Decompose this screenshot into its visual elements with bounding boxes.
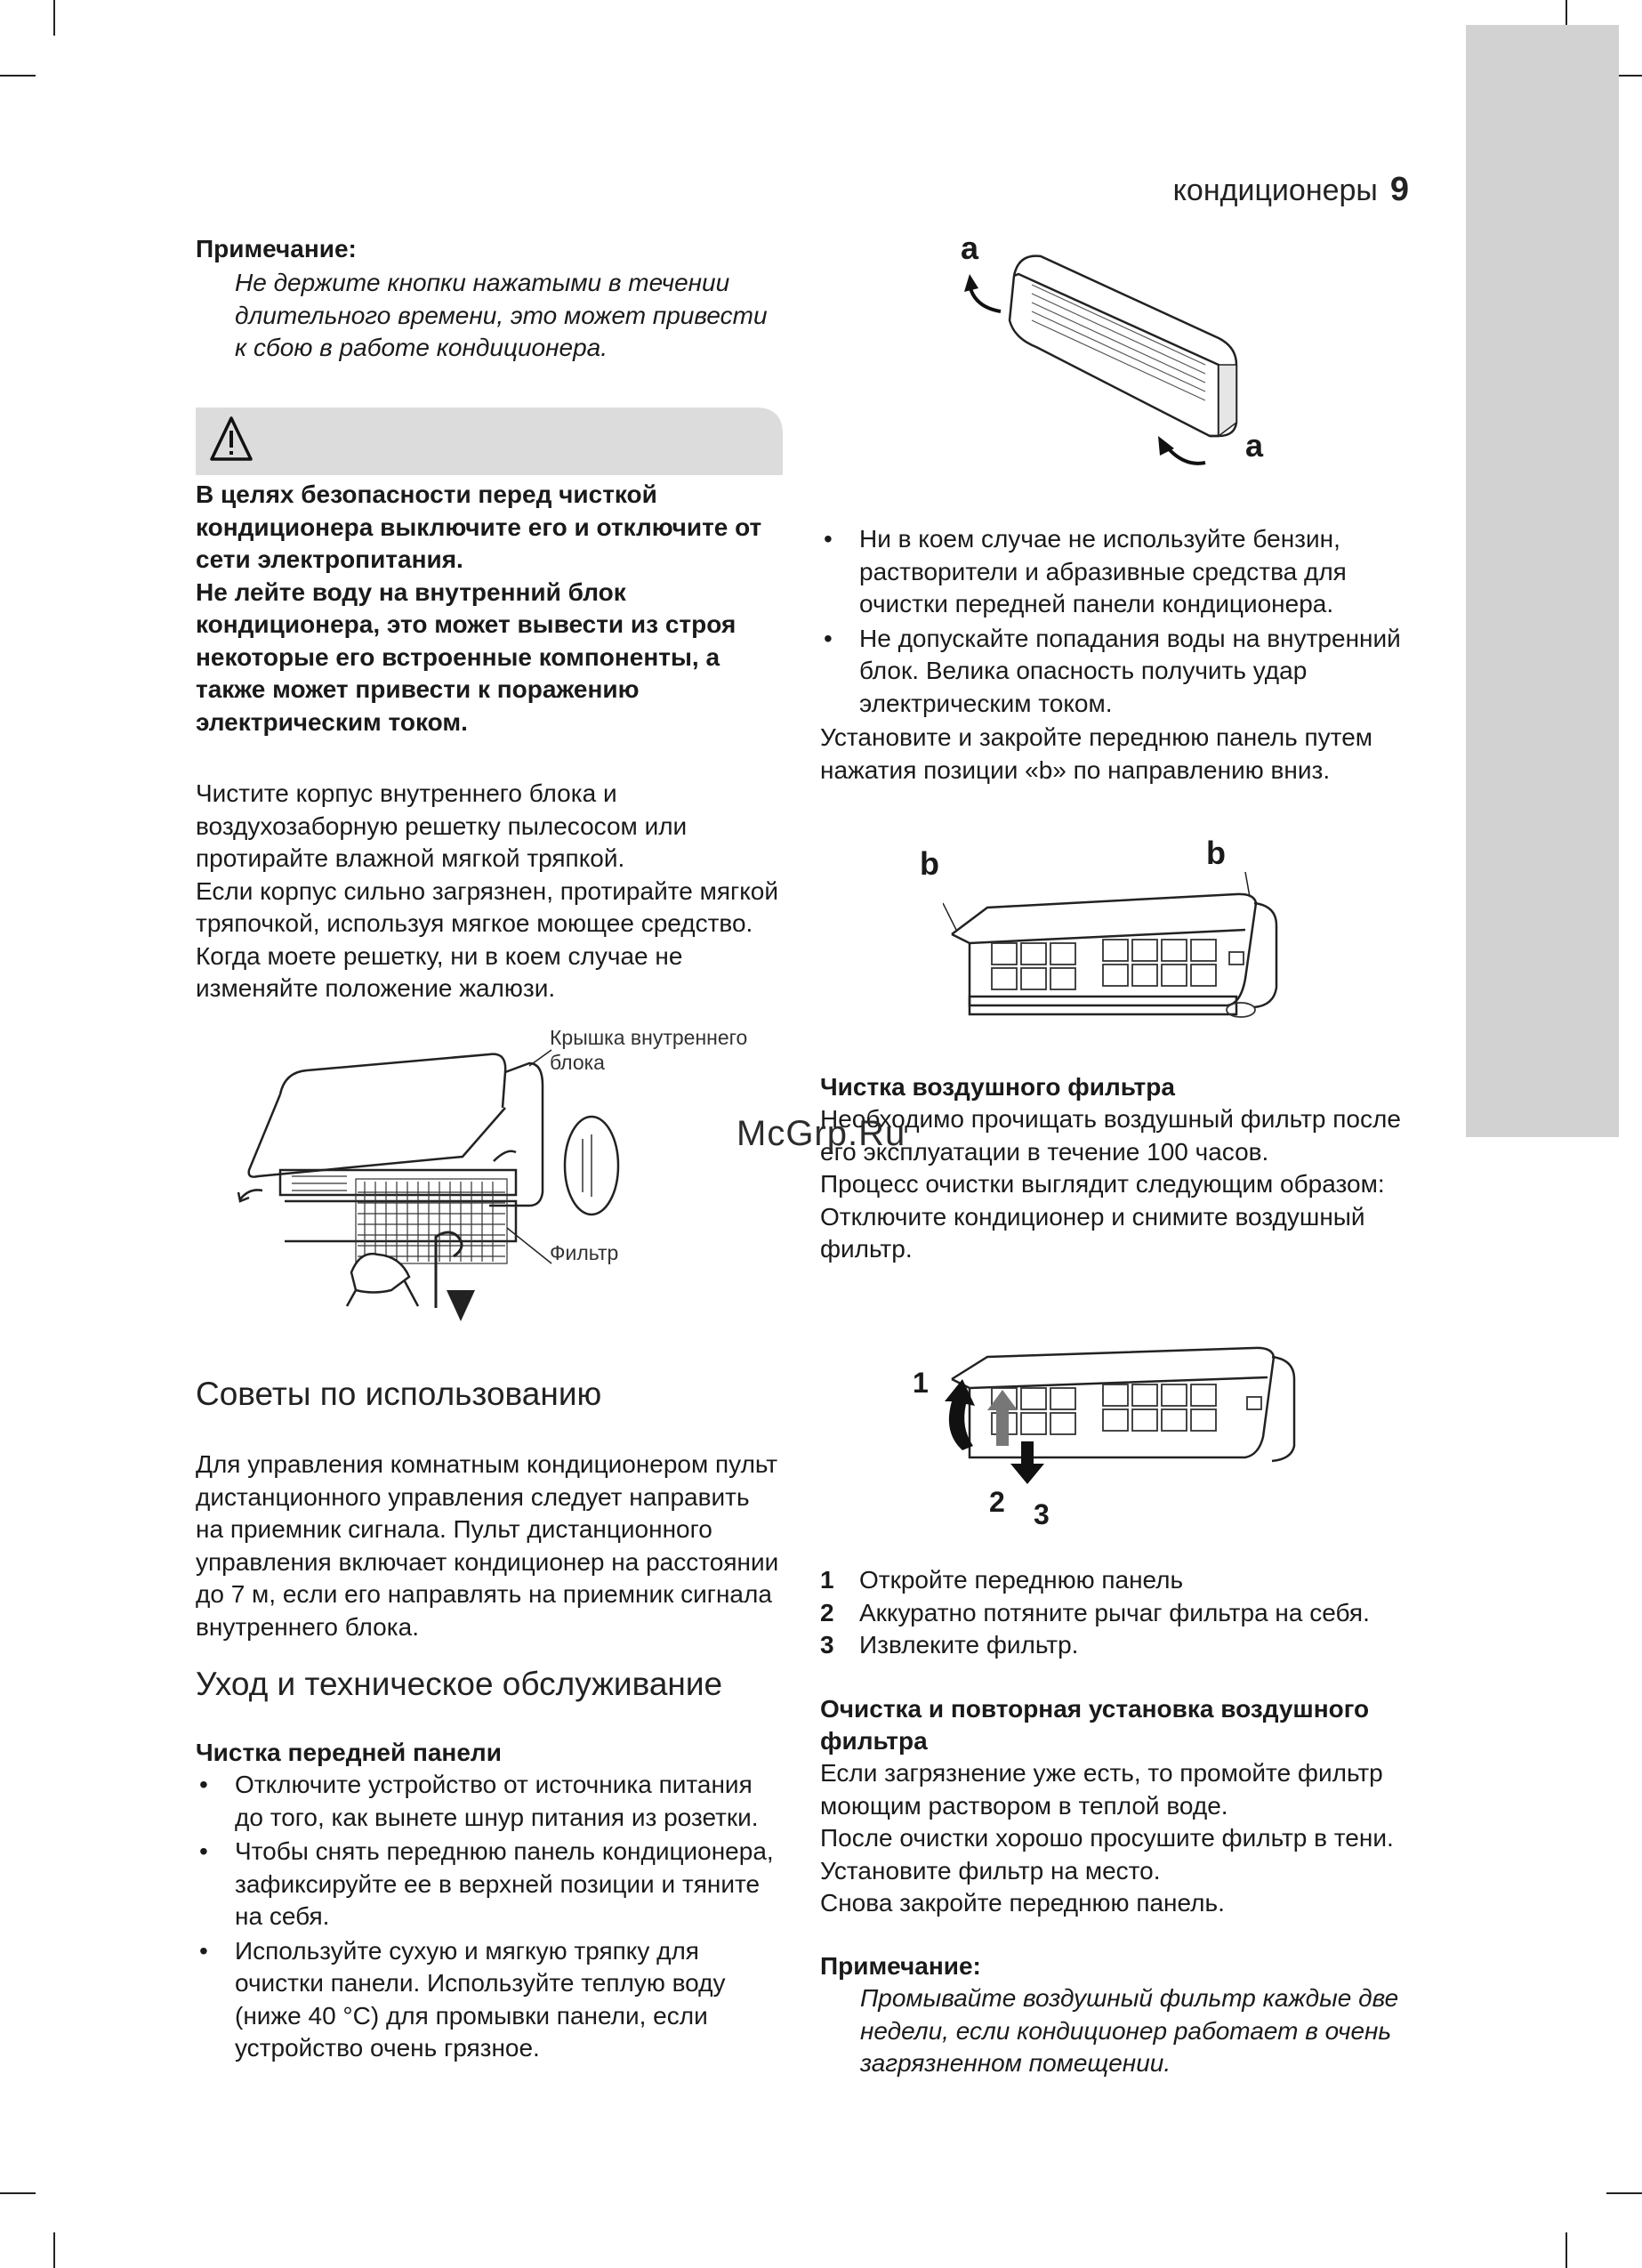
- label-filter: Фильтр: [550, 1241, 619, 1264]
- label-cover: Крышка внутреннего блока: [550, 1026, 748, 1074]
- note-heading: Примечание:: [196, 235, 357, 262]
- list-item: • Используйте сухую и мягкую тряпку для очистки панели. Используйте теплую воду (ниже 40 °C) для промывки панели, если устройство очень грязное.: [196, 1935, 783, 2065]
- air-filter-heading: Чистка воздушного фильтра: [820, 1073, 1175, 1101]
- air-filter-p1: Необходимо прочищать воздушный фильтр после его эксплуатации в течение 100 часов.: [820, 1105, 1401, 1166]
- warning-text: [196, 479, 783, 739]
- figure-b: [943, 854, 1299, 1032]
- right-bullet-list: [820, 523, 1416, 720]
- front-panel-heading: Чистка передней панели: [196, 1739, 502, 1766]
- note-text: Промывайте воздушный фильтр каждые две недели, если кондиционер работает в очень загрязненном помещении.: [860, 1984, 1399, 2077]
- air-filter-section: [820, 1071, 1416, 1266]
- list-item: • Отключите устройство от источника питания до того, как вынете шнур питания из розетки.: [196, 1769, 783, 1834]
- right-bullets: [820, 523, 1416, 787]
- crop-mark: [0, 2192, 36, 2194]
- crop-mark: [53, 0, 55, 36]
- warning-text-1: В целях безопасности перед чисткой кондиционера выключите его и отключите от сети электропитания.: [196, 480, 762, 573]
- cleaning-intro: [196, 778, 783, 1005]
- note-text: Не держите кнопки нажатыми в течении длительного времени, это может привести к сбою в работе кондиционера.: [235, 269, 768, 361]
- crop-mark: [53, 2232, 55, 2268]
- figure-step-1: 1: [913, 1367, 929, 1399]
- reinstall-p1: Если загрязнение уже есть, то промойте фильтр моющим раствором в теплой воде.: [820, 1759, 1383, 1820]
- note-heading: Примечание:: [820, 1952, 981, 1980]
- step-text: Откройте переднюю панель: [859, 1566, 1184, 1594]
- step-text: Аккуратно потяните рычаг фильтра на себя.: [859, 1598, 1370, 1626]
- crop-mark: [1606, 2192, 1642, 2194]
- step-number: 1: [820, 1566, 834, 1594]
- air-filter-p3: Отключите кондиционер и снимите воздушный фильтр.: [820, 1202, 1365, 1263]
- figure-a: [952, 222, 1272, 480]
- step-text: Извлеките фильтр.: [859, 1631, 1079, 1659]
- list-item: [820, 1564, 1416, 1597]
- figure-steps: [916, 1335, 1308, 1513]
- steps-section: [820, 1564, 1416, 1662]
- cleaning-intro-p2: Если корпус сильно загрязнен, протирайте мягкой тряпочкой, используя мягкое моющее средство. Когда моете решетку, ни в коем случае не изменяйте положение жалюзи.: [196, 876, 778, 1002]
- figure-a-label-top: a: [961, 230, 979, 266]
- crop-mark: [0, 75, 36, 77]
- list-item: [820, 1597, 1416, 1630]
- reinstall-p3: Снова закройте переднюю панель.: [820, 1889, 1225, 1917]
- warning-banner: [196, 408, 783, 475]
- steps-list: [820, 1564, 1416, 1662]
- care-section: [196, 1666, 783, 2067]
- step-number: 3: [820, 1631, 834, 1659]
- list-item: [820, 1629, 1416, 1662]
- figure-a-label-bottom: a: [1245, 427, 1264, 464]
- page-number: 9: [1389, 171, 1409, 208]
- page-header: [1173, 171, 1409, 209]
- reinstall-section: [820, 1693, 1416, 1920]
- figure-step-2: 2: [989, 1486, 1005, 1518]
- front-panel-list: [196, 1769, 783, 2065]
- list-item: • Чтобы снять переднюю панель кондиционера, зафиксируйте ее в верхней позиции и тяните на себя.: [196, 1836, 783, 1933]
- step-number: 2: [820, 1598, 834, 1626]
- figure-b-label-left: b: [920, 845, 939, 882]
- tips-title: Советы по использованию: [196, 1376, 602, 1412]
- reinstall-heading: Очистка и повторная установка воздушного фильтра: [820, 1695, 1370, 1755]
- list-item: • Ни в коем случае не используйте бензин, растворители и абразивные средства для очистки передней панели кондиционера.: [820, 523, 1416, 621]
- warning-banner-bg: [196, 408, 783, 475]
- tips-section: [196, 1376, 783, 1643]
- air-filter-p2: Процесс очистки выглядит следующим образом:: [820, 1170, 1385, 1198]
- header-title: кондиционеры: [1172, 174, 1378, 207]
- care-title: Уход и техническое обслуживание: [196, 1666, 723, 1702]
- cleaning-intro-p1: Чистите корпус внутреннего блока и воздухозаборную решетку пылесосом или протирайте влажной мягкой тряпкой.: [196, 779, 688, 872]
- crop-mark: [1566, 2232, 1567, 2268]
- note-1: [196, 233, 783, 365]
- sidebar-tab: [1466, 25, 1619, 1137]
- tips-text: Для управления комнатным кондиционером пульт дистанционного управления следует направить на приемник сигнала. Пульт дистанционного управления включает кондиционер на расстоянии до 7 м, если его направлять на приемник сигнала внутреннего блока.: [196, 1450, 779, 1641]
- watermark: McGrp.Ru: [736, 1114, 906, 1153]
- figure-b-label-right: b: [1206, 835, 1226, 871]
- reinstall-p2: После очистки хорошо просушите фильтр в тени. Установите фильтр на место.: [820, 1824, 1394, 1885]
- note-2: [820, 1950, 1416, 2080]
- figure-step-3: 3: [1034, 1498, 1050, 1530]
- install-panel-text: Установите и закройте переднюю панель путем нажатия позиции «b» по направлению вниз.: [820, 723, 1373, 784]
- warning-text-2: Не лейте воду на внутренний блок кондиционера, это может вывести из строя некоторые его встроенные компоненты, а также может привести к поражению электрическим током.: [196, 577, 736, 736]
- list-item: • Не допускайте попадания воды на внутренний блок. Велика опасность получить удар электрическим током.: [820, 623, 1416, 721]
